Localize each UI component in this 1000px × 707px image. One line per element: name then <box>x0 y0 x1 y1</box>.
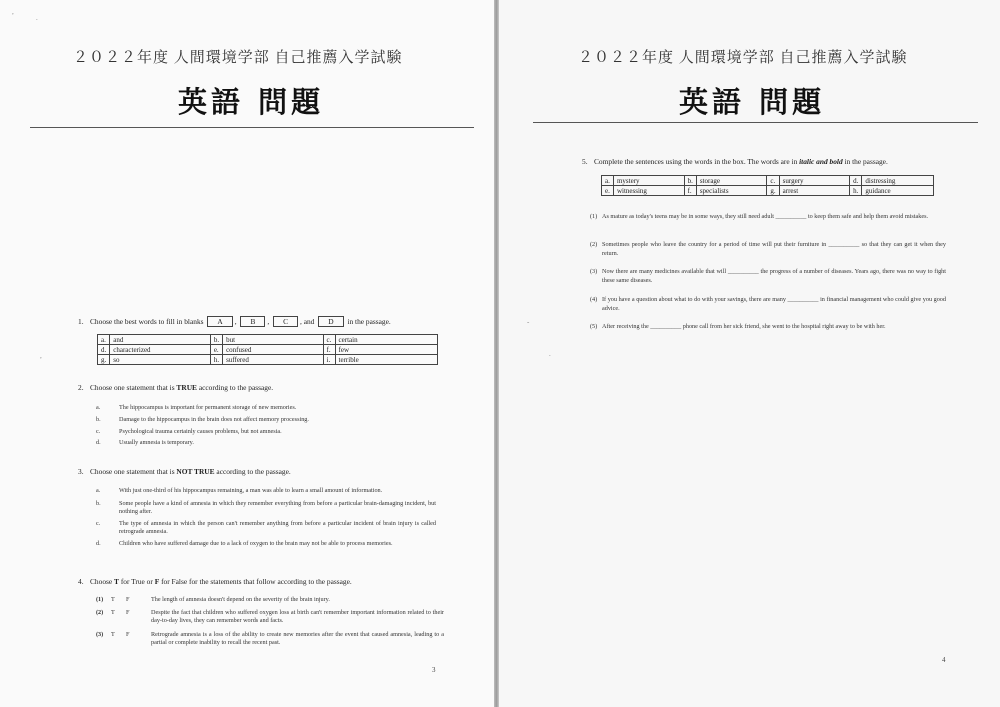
page-number: 4 <box>942 656 946 664</box>
question-3-option-b: b. Some people have a kind of amnesia in which they remember everything from before a particular brain-damaging incident, but nothing after. <box>96 500 436 516</box>
header-rule <box>30 127 474 128</box>
page-4 <box>499 0 1000 707</box>
question-4-item-2: (2) T F Despite the fact that children who suffered oxygen loss at birth can't remember important information related to their day-to-day lives, they can remember words and facts. <box>96 609 444 625</box>
scan-mark: . <box>549 350 551 358</box>
question-5-prompt: 5. Complete the sentences using the words in the box. The words are in italic and bold in the passage. <box>582 157 888 166</box>
question-4-prompt: 4. Choose T for True or F for False for the statements that follow according to the passage. <box>78 577 352 586</box>
question-1-word-box <box>97 334 438 365</box>
question-2-option-a: a. The hippocampus is important for permanent storage of new memories. <box>96 404 297 411</box>
question-1-prompt: 1. Choose the best words to fill in blanks A , B , C , and D in the passage. <box>78 317 391 326</box>
subject-title: 英語 問題 <box>178 85 325 119</box>
question-5-sentence-1: (1) As mature as today's teens may be in some ways, they still need adult __________ to keep them safe and help them avoid mistakes. <box>590 213 929 220</box>
scan-mark: . <box>36 14 38 22</box>
true-option[interactable]: T <box>111 631 115 638</box>
true-option[interactable]: T <box>111 609 115 616</box>
question-5-sentence-5: (5) After receiving the __________ phone call from her sick friend, she went to the hospital right away to be with her. <box>590 323 886 330</box>
exam-title: ２０２２年度 人間環境学部 自己推薦入学試験 <box>578 50 908 66</box>
question-3-prompt: 3. Choose one statement that is NOT TRUE according to the passage. <box>78 467 291 476</box>
exam-title: ２０２２年度 人間環境学部 自己推薦入学試験 <box>73 50 403 66</box>
question-5-sentence-2: (2) Sometimes people who leave the country for a period of time will put their furniture in __________ so that they can get it when they return. <box>590 241 946 257</box>
scan-mark: , <box>40 352 42 360</box>
question-5-sentence-3: (3) Now there are many medicines available that will __________ the progress of a number of diseases. Years ago, there was no way to fight these same diseases. <box>590 268 946 284</box>
page-3 <box>0 0 494 707</box>
scan-mark: - <box>527 318 530 326</box>
question-5-sentence-4: (4) If you have a question about what to do with your savings, there are many __________ in financial management who could give you good advice. <box>590 296 946 312</box>
scan-mark: , <box>12 8 14 16</box>
false-option[interactable]: F <box>126 631 130 638</box>
question-2-prompt: 2. Choose one statement that is TRUE according to the passage. <box>78 383 274 392</box>
word-box-row: e. witnessing f. specialists g. arrest h. guidance <box>602 186 934 196</box>
question-3-option-d: d. Children who have suffered damage due to a lack of oxygen to the brain may not be able to process memories. <box>96 540 393 547</box>
false-option[interactable]: F <box>126 596 130 603</box>
question-2-option-b: b. Damage to the hippocampus in the brain does not affect memory processing. <box>96 416 309 423</box>
question-4-item-1: (1) T F The length of amnesia doesn't depend on the severity of the brain injury. <box>96 596 330 603</box>
page-number: 3 <box>432 666 436 674</box>
question-2-option-d: d. Usually amnesia is temporary. <box>96 439 194 446</box>
word-box-row: g. so h. suffered i. terrible <box>98 355 438 365</box>
true-option[interactable]: T <box>111 596 115 603</box>
false-option[interactable]: F <box>126 609 130 616</box>
subject-title: 英語 問題 <box>679 85 826 119</box>
question-5-word-box <box>601 175 934 196</box>
word-box-row: a. and b. but c. certain <box>98 335 438 345</box>
header-rule <box>533 122 978 123</box>
question-3-option-c: c. The type of amnesia in which the person can't remember anything from before a particular incident of brain injury is called retrograde amnesia. <box>96 520 436 536</box>
question-2-option-c: c. Psychological trauma certainly causes problems, but not amnesia. <box>96 428 282 435</box>
question-3-option-a: a. With just one-third of his hippocampus remaining, a man was able to learn a small amount of information. <box>96 487 383 494</box>
word-box-row: a. mystery b. storage c. surgery d. distressing <box>602 176 934 186</box>
word-box-row: d. characterized e. confused f. few <box>98 345 438 355</box>
question-4-item-3: (3) T F Retrograde amnesia is a loss of the ability to create new memories after the event that caused amnesia, leading to a partial or complete inability to recall the recent past. <box>96 631 444 647</box>
